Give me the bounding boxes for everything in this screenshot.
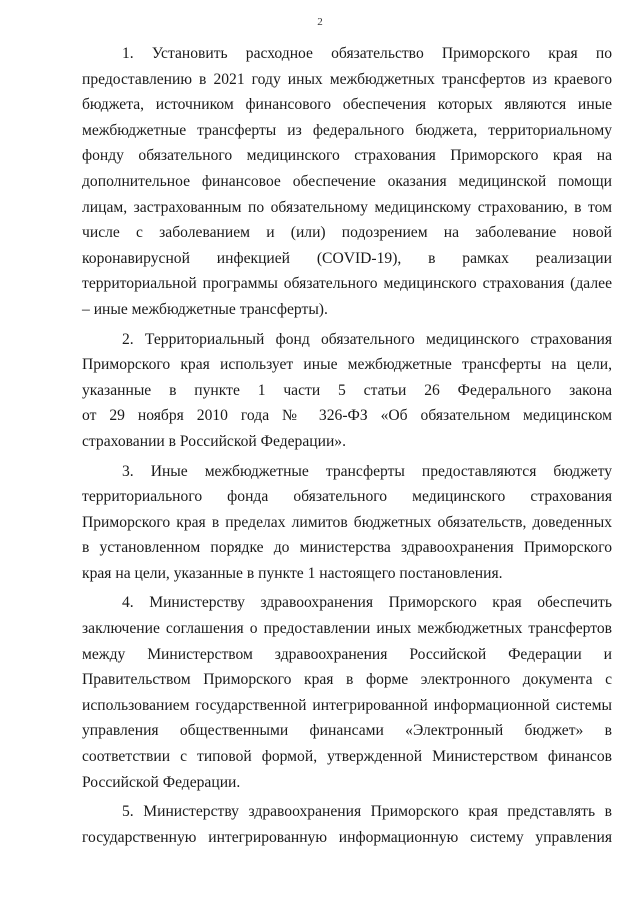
text-line: страховании в Российской Федерации». [82,432,347,450]
text-line: 4. Министерству здравоохранения Приморского края обеспечить [122,594,612,612]
text-line: Приморского края в пределах лимитов бюджетных обязательств, доведенных [82,513,612,531]
text-line: межбюджетные трансферты из федерального бюджета, территориальному [82,121,612,139]
text-line: – иные межбюджетные трансферты). [82,300,328,318]
paragraph-3 [82,459,612,587]
page-number: 2 [317,16,323,28]
text-line: 1. Установить расходное обязательство Приморского края по [122,45,612,62]
paragraph-4 [82,590,612,795]
text-line: между Министерством здравоохранения Российской Федерации и [82,645,612,663]
text-line: Российской Федерации. [82,773,241,791]
text-line: использованием государственной интегрированной информационной системы [82,696,612,714]
text-line: 5. Министерству здравоохранения Приморского края представлять в [122,803,612,821]
text-line: лицам, застрахованным по обязательному медицинскому страхованию, в том [82,198,612,216]
text-line: территориальной программы обязательного медицинского страхования (далее [82,275,612,293]
text-line: заключение соглашения о предоставлении иных межбюджетных трансфертов [82,620,612,638]
text-line: соответствии с типовой формой, утвержденной Министерством финансов [82,748,612,766]
text-line: управления общественными финансами «Электронный бюджет» в [82,722,612,740]
text-line: Правительством Приморского края в форме электронного документа с [82,671,612,689]
text-line: государственную интегрированную информационную систему управления [82,828,612,846]
text-line: предоставлению в 2021 году иных межбюджетных трансфертов из краевого [82,70,612,88]
text-line: территориального фонда обязательного медицинского страхования [82,488,612,506]
text-line: 3. Иные межбюджетные трансферты предоставляются бюджету [122,462,612,480]
text-line: фонду обязательного медицинского страхования Приморского края на [82,147,612,165]
text-line: бюджета, источником финансового обеспечения которых являются иные [82,96,612,114]
text-line: числе с заболеванием и (или) подозрением на заболевание новой [82,224,612,242]
paragraph-2 [82,327,612,455]
text-line: коронавирусной инфекцией (COVID-19), в рамках реализации [82,249,612,267]
text-line: от 29 ноября 2010 года № 326-ФЗ «Об обязательном медицинском [82,407,612,425]
text-line: 2. Территориальный фонд обязательного медицинского страхования [122,330,612,348]
paragraph-5 [82,799,612,850]
text-line: указанные в пункте 1 части 5 статьи 26 Федерального закона [82,381,612,399]
text-line: в установленном порядке до министерства здравоохранения Приморского [82,539,612,557]
text-line: Приморского края использует иные межбюджетные трансферты на цели, [82,356,612,374]
text-line: края на цели, указанные в пункте 1 настоящего постановления. [82,564,503,582]
paragraph-1 [82,41,612,323]
document-body [82,41,612,854]
text-line: дополнительное финансовое обеспечение оказания медицинской помощи [82,172,612,190]
